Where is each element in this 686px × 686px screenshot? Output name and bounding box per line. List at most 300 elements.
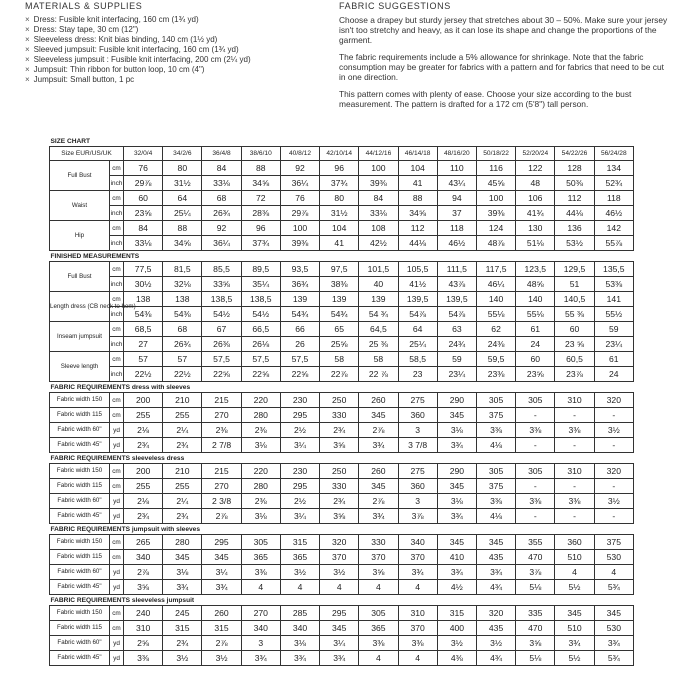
value-cell: 3⅜ <box>398 636 437 651</box>
table-row <box>50 236 634 251</box>
value-cell: 360 <box>398 408 437 423</box>
value-cell: 3⅞ <box>398 509 437 524</box>
fabric-section-title-cell: FABRIC REQUIREMENTS sleeveless dress <box>50 453 634 464</box>
value-cell: 230 <box>280 464 319 479</box>
value-cell: 84 <box>202 161 241 176</box>
value-cell: 105,5 <box>398 262 437 277</box>
value-cell: 60 <box>555 322 594 337</box>
value-cell: 23⅞ <box>555 367 594 382</box>
value-cell: 2⅞ <box>202 636 241 651</box>
unit-cell: cm <box>110 408 124 423</box>
value-cell: - <box>516 408 555 423</box>
value-cell: 510 <box>555 621 594 636</box>
value-cell: 5½ <box>555 651 594 666</box>
fabric-section-title <box>50 453 634 464</box>
value-cell: 26¾ <box>163 337 202 352</box>
value-cell: 3¾ <box>476 565 515 580</box>
value-cell: 106 <box>516 191 555 206</box>
value-cell: 41 <box>398 176 437 191</box>
value-cell: 3¾ <box>437 565 476 580</box>
table-row <box>50 367 634 382</box>
value-cell: 240 <box>124 606 163 621</box>
value-cell: 142 <box>594 221 633 236</box>
value-cell: 27 <box>124 337 163 352</box>
value-cell: 3⅜ <box>124 651 163 666</box>
table-row <box>50 621 634 636</box>
value-cell: 3½ <box>320 565 359 580</box>
value-cell: 3⅜ <box>241 565 280 580</box>
value-cell: 139 <box>359 292 398 307</box>
value-cell: 80 <box>163 161 202 176</box>
size-header-cell: 46/14/18 <box>398 147 437 161</box>
value-cell: 100 <box>280 221 319 236</box>
table-row <box>50 535 634 550</box>
value-cell: 23⅝ <box>124 206 163 221</box>
value-cell: 345 <box>555 606 594 621</box>
value-cell: 54⅜ <box>124 307 163 322</box>
fabric-width-label: Fabric width 45" <box>50 651 110 666</box>
materials-item: × Dress: Stay tape, 30 cm (12") <box>25 25 325 35</box>
fabric-width-label: Fabric width 45" <box>50 509 110 524</box>
unit-cell: yd <box>110 438 124 453</box>
value-cell: 64 <box>163 191 202 206</box>
value-cell: 310 <box>555 464 594 479</box>
materials-title: MATERIALS & SUPPLIES <box>25 1 143 11</box>
value-cell: 265 <box>124 535 163 550</box>
value-cell: 33⅛ <box>359 206 398 221</box>
value-cell: 129,5 <box>555 262 594 277</box>
value-cell: 330 <box>359 535 398 550</box>
value-cell: 55⅛ <box>476 307 515 322</box>
value-cell: 24⅜ <box>476 337 515 352</box>
materials-item: × Jumpsuit: Thin ribbon for button loop, 10 cm (4") <box>25 65 325 75</box>
value-cell: 260 <box>359 464 398 479</box>
value-cell: 255 <box>163 479 202 494</box>
value-cell: 112 <box>398 221 437 236</box>
value-cell: 3⅜ <box>516 423 555 438</box>
table-row <box>50 580 634 595</box>
value-cell: 4⅛ <box>476 509 515 524</box>
value-cell: 141 <box>594 292 633 307</box>
value-cell: 4 <box>398 580 437 595</box>
value-cell: 2⅝ <box>124 636 163 651</box>
size-header-cell: 56/24/28 <box>594 147 633 161</box>
size-header-cell: 32/0/4 <box>124 147 163 161</box>
value-cell: 41¾ <box>516 206 555 221</box>
size-header-cell: 52/20/24 <box>516 147 555 161</box>
unit-cell: cm <box>110 464 124 479</box>
fabric-width-label: Fabric width 115 <box>50 479 110 494</box>
unit-cell: cm <box>110 262 124 277</box>
value-cell: 435 <box>476 621 515 636</box>
fabric-section-title <box>50 595 634 606</box>
size-chart-table <box>49 136 634 666</box>
size-chart-title-cell: SIZE CHART <box>50 136 634 147</box>
value-cell: 34⅝ <box>163 236 202 251</box>
value-cell: 3⅜ <box>555 423 594 438</box>
unit-cell: inch <box>110 206 124 221</box>
value-cell: 2¾ <box>124 509 163 524</box>
value-cell: - <box>555 408 594 423</box>
value-cell: 124 <box>476 221 515 236</box>
value-cell: 3¾ <box>594 636 633 651</box>
value-cell: 310 <box>398 606 437 621</box>
value-cell: 101,5 <box>359 262 398 277</box>
value-cell: 4 <box>280 580 319 595</box>
finished-measurements-title <box>50 251 634 262</box>
value-cell: 3⅜ <box>359 636 398 651</box>
value-cell: 66,5 <box>241 322 280 337</box>
value-cell: 88 <box>241 161 280 176</box>
value-cell: 92 <box>202 221 241 236</box>
value-cell: 335 <box>516 606 555 621</box>
value-cell: 2⅞ <box>359 494 398 509</box>
value-cell: 64,5 <box>359 322 398 337</box>
value-cell: 2½ <box>280 494 319 509</box>
value-cell: 35¼ <box>241 277 280 292</box>
value-cell: 39⅜ <box>280 236 319 251</box>
unit-cell: cm <box>110 322 124 337</box>
value-cell: 270 <box>202 479 241 494</box>
value-cell: 60 <box>124 191 163 206</box>
table-row <box>50 307 634 322</box>
value-cell: 33⅛ <box>202 176 241 191</box>
value-cell: 37¾ <box>320 176 359 191</box>
value-cell: 55½ <box>594 307 633 322</box>
value-cell: 310 <box>555 393 594 408</box>
table-row <box>50 494 634 509</box>
fabric-section-title <box>50 382 634 393</box>
materials-item: × Sleeveless dress: Knit bias binding, 140 cm (1½ yd) <box>25 35 325 45</box>
value-cell: 54¾ <box>320 307 359 322</box>
value-cell: 59 <box>437 352 476 367</box>
value-cell: 370 <box>398 550 437 565</box>
value-cell: 255 <box>124 479 163 494</box>
value-cell: 4 <box>359 651 398 666</box>
fabric-section-title <box>50 524 634 535</box>
value-cell: 3¾ <box>437 509 476 524</box>
value-cell: 3¾ <box>437 438 476 453</box>
unit-cell: yd <box>110 509 124 524</box>
value-cell: 5½ <box>555 580 594 595</box>
value-cell: 68 <box>163 322 202 337</box>
value-cell: 3⅛ <box>437 494 476 509</box>
measurement-label: Full Bust <box>50 262 110 292</box>
value-cell: 3⅜ <box>476 494 515 509</box>
value-cell: 3½ <box>163 651 202 666</box>
value-cell: 30½ <box>124 277 163 292</box>
value-cell: 57,5 <box>241 352 280 367</box>
value-cell: 54½ <box>241 307 280 322</box>
value-cell: 66 <box>280 322 319 337</box>
value-cell: 46½ <box>594 206 633 221</box>
table-row <box>50 262 634 277</box>
value-cell: 295 <box>320 606 359 621</box>
fabric-section-title-cell: FABRIC REQUIREMENTS dress with sleeves <box>50 382 634 393</box>
fabric-width-label: Fabric width 150 <box>50 464 110 479</box>
value-cell: 46½ <box>437 236 476 251</box>
value-cell: 36¼ <box>280 176 319 191</box>
measurement-label: Sleeve length <box>50 352 110 382</box>
value-cell: 50⅜ <box>555 176 594 191</box>
value-cell: 3⅛ <box>241 509 280 524</box>
table-row <box>50 606 634 621</box>
value-cell: 25⅝ <box>320 337 359 352</box>
materials-column <box>25 0 325 85</box>
table-row <box>50 408 634 423</box>
value-cell: 4¾ <box>476 651 515 666</box>
value-cell: - <box>594 509 633 524</box>
value-cell: 22⅞ <box>320 367 359 382</box>
value-cell: 470 <box>516 621 555 636</box>
value-cell: 3⅜ <box>476 423 515 438</box>
value-cell: 61 <box>516 322 555 337</box>
value-cell: 68 <box>202 191 241 206</box>
header-section <box>0 0 686 132</box>
value-cell: 64 <box>398 322 437 337</box>
fabric-paragraph-1: Choose a drapey but sturdy jersey that stretches about 30 – 50%. Make sure your jersey isn't too stretchy and heavy, as it can lose its shape and change the proportions of the garment. <box>339 15 668 45</box>
value-cell: 51 <box>555 277 594 292</box>
value-cell: 530 <box>594 621 633 636</box>
value-cell: 26¾ <box>202 206 241 221</box>
value-cell: 104 <box>320 221 359 236</box>
value-cell: 33⅛ <box>124 236 163 251</box>
value-cell: 22⅝ <box>241 367 280 382</box>
table-row <box>50 509 634 524</box>
value-cell: 37¾ <box>241 236 280 251</box>
value-cell: 140 <box>516 292 555 307</box>
value-cell: 345 <box>437 535 476 550</box>
size-header-cell: 40/8/12 <box>280 147 319 161</box>
table-row <box>50 423 634 438</box>
value-cell: 25¼ <box>163 206 202 221</box>
value-cell: 320 <box>594 393 633 408</box>
value-cell: 116 <box>476 161 515 176</box>
value-cell: 81,5 <box>163 262 202 277</box>
table-row <box>50 550 634 565</box>
value-cell: 118 <box>594 191 633 206</box>
value-cell: 3¾ <box>280 651 319 666</box>
fabric-width-label: Fabric width 60" <box>50 423 110 438</box>
value-cell: 48⅝ <box>516 277 555 292</box>
value-cell: 85,5 <box>202 262 241 277</box>
value-cell: 5⅛ <box>516 580 555 595</box>
value-cell: 2¼ <box>163 494 202 509</box>
materials-item: × Jumpsuit: Small button, 1 pc <box>25 75 325 85</box>
value-cell: 128 <box>555 161 594 176</box>
value-cell: - <box>594 479 633 494</box>
unit-cell: cm <box>110 535 124 550</box>
value-cell: 41 <box>320 236 359 251</box>
value-cell: 96 <box>320 161 359 176</box>
value-cell: 4⅛ <box>476 438 515 453</box>
fabric-width-label: Fabric width 150 <box>50 393 110 408</box>
value-cell: 3¾ <box>359 438 398 453</box>
value-cell: 320 <box>476 606 515 621</box>
value-cell: 345 <box>359 408 398 423</box>
unit-cell: cm <box>110 191 124 206</box>
value-cell: 43¼ <box>437 176 476 191</box>
value-cell: 355 <box>516 535 555 550</box>
value-cell: 305 <box>241 535 280 550</box>
value-cell: 59 <box>594 322 633 337</box>
value-cell: 275 <box>398 393 437 408</box>
value-cell: 138,5 <box>241 292 280 307</box>
value-cell: 93,5 <box>280 262 319 277</box>
value-cell: 23¼ <box>594 337 633 352</box>
value-cell: 2¾ <box>320 423 359 438</box>
unit-cell: yd <box>110 580 124 595</box>
unit-cell: cm <box>110 292 124 307</box>
unit-cell: cm <box>110 393 124 408</box>
value-cell: 22⅝ <box>202 367 241 382</box>
value-cell: 22½ <box>163 367 202 382</box>
value-cell: 58 <box>320 352 359 367</box>
value-cell: 44⅛ <box>555 206 594 221</box>
value-cell: 3½ <box>202 651 241 666</box>
unit-cell: yd <box>110 651 124 666</box>
value-cell: 345 <box>320 621 359 636</box>
value-cell: 2¼ <box>163 423 202 438</box>
measurement-label: Inseam jumpsuit <box>50 322 110 352</box>
fabric-width-label: Fabric width 60" <box>50 636 110 651</box>
table-row <box>50 221 634 236</box>
unit-cell: cm <box>110 621 124 636</box>
value-cell: 360 <box>398 479 437 494</box>
value-cell: 250 <box>320 464 359 479</box>
value-cell: 25 ⅜ <box>359 337 398 352</box>
value-cell: - <box>594 438 633 453</box>
table-row <box>50 565 634 580</box>
value-cell: 2½ <box>280 423 319 438</box>
unit-cell: cm <box>110 221 124 236</box>
value-cell: 320 <box>594 464 633 479</box>
value-cell: 375 <box>476 408 515 423</box>
value-cell: 340 <box>280 621 319 636</box>
unit-cell: inch <box>110 367 124 382</box>
value-cell: 3⅝ <box>516 636 555 651</box>
table-row <box>50 464 634 479</box>
value-cell: 63 <box>437 322 476 337</box>
value-cell: 33⅝ <box>202 277 241 292</box>
value-cell: 200 <box>124 393 163 408</box>
value-cell: 3½ <box>280 565 319 580</box>
value-cell: 41½ <box>398 277 437 292</box>
value-cell: 220 <box>241 393 280 408</box>
fabric-section-title-cell: FABRIC REQUIREMENTS jumpsuit with sleeves <box>50 524 634 535</box>
value-cell: 340 <box>398 535 437 550</box>
value-cell: 42½ <box>359 236 398 251</box>
unit-cell: inch <box>110 236 124 251</box>
value-cell: 72 <box>241 191 280 206</box>
value-cell: 2¾ <box>320 494 359 509</box>
fabric-width-label: Fabric width 115 <box>50 408 110 423</box>
value-cell: 270 <box>202 408 241 423</box>
value-cell: 330 <box>320 408 359 423</box>
value-cell: 435 <box>476 550 515 565</box>
value-cell: 55⅛ <box>516 307 555 322</box>
value-cell: 3¾ <box>320 651 359 666</box>
value-cell: 2⅛ <box>124 423 163 438</box>
value-cell: 54⅞ <box>398 307 437 322</box>
size-header-cell: 38/6/10 <box>241 147 280 161</box>
value-cell: 139 <box>320 292 359 307</box>
value-cell: 3⅝ <box>320 438 359 453</box>
value-cell: 118 <box>437 221 476 236</box>
value-cell: 260 <box>202 606 241 621</box>
value-cell: 2 3/8 <box>202 494 241 509</box>
value-cell: 3½ <box>476 636 515 651</box>
value-cell: 38⅜ <box>320 277 359 292</box>
value-cell: 3½ <box>437 636 476 651</box>
value-cell: 139,5 <box>437 292 476 307</box>
value-cell: 53⅜ <box>594 277 633 292</box>
value-cell: 31½ <box>163 176 202 191</box>
value-cell: 215 <box>202 393 241 408</box>
unit-cell: cm <box>110 352 124 367</box>
value-cell: 40 <box>359 277 398 292</box>
value-cell: 54 ¾ <box>359 307 398 322</box>
value-cell: 470 <box>516 550 555 565</box>
value-cell: - <box>516 509 555 524</box>
value-cell: 139 <box>280 292 319 307</box>
value-cell: 3 7/8 <box>398 438 437 453</box>
unit-cell: inch <box>110 307 124 322</box>
value-cell: 84 <box>359 191 398 206</box>
value-cell: 210 <box>163 464 202 479</box>
value-cell: 36¼ <box>202 236 241 251</box>
value-cell: - <box>516 479 555 494</box>
value-cell: 5⅛ <box>516 651 555 666</box>
value-cell: 3¼ <box>202 565 241 580</box>
value-cell: 305 <box>476 393 515 408</box>
value-cell: 530 <box>594 550 633 565</box>
value-cell: 3⅝ <box>320 509 359 524</box>
value-cell: 39⅜ <box>476 206 515 221</box>
value-cell: 305 <box>476 464 515 479</box>
value-cell: 360 <box>555 535 594 550</box>
value-cell: 52¾ <box>594 176 633 191</box>
value-cell: 112 <box>555 191 594 206</box>
value-cell: 3¾ <box>163 580 202 595</box>
value-cell: 26 <box>280 337 319 352</box>
unit-cell: yd <box>110 423 124 438</box>
value-cell: 200 <box>124 464 163 479</box>
value-cell: 140,5 <box>555 292 594 307</box>
materials-item: × Dress: Fusible knit interfacing, 160 cm (1¾ yd) <box>25 15 325 25</box>
fabric-width-label: Fabric width 150 <box>50 606 110 621</box>
value-cell: 4 <box>555 565 594 580</box>
value-cell: 295 <box>202 535 241 550</box>
value-cell: 3¾ <box>555 636 594 651</box>
value-cell: 345 <box>359 479 398 494</box>
fabric-width-label: Fabric width 45" <box>50 438 110 453</box>
measurement-label: Length dress (CB neck to hem) <box>50 292 110 322</box>
value-cell: 3¼ <box>280 438 319 453</box>
value-cell: 4 <box>320 580 359 595</box>
value-cell: 270 <box>241 606 280 621</box>
value-cell: 370 <box>320 550 359 565</box>
value-cell: 345 <box>437 479 476 494</box>
value-cell: 320 <box>320 535 359 550</box>
value-cell: - <box>555 438 594 453</box>
value-cell: 28⅜ <box>241 206 280 221</box>
value-cell: 3⅛ <box>163 565 202 580</box>
size-header-cell: 54/22/26 <box>555 147 594 161</box>
value-cell: - <box>555 509 594 524</box>
value-cell: 375 <box>476 479 515 494</box>
value-cell: 61 <box>594 352 633 367</box>
